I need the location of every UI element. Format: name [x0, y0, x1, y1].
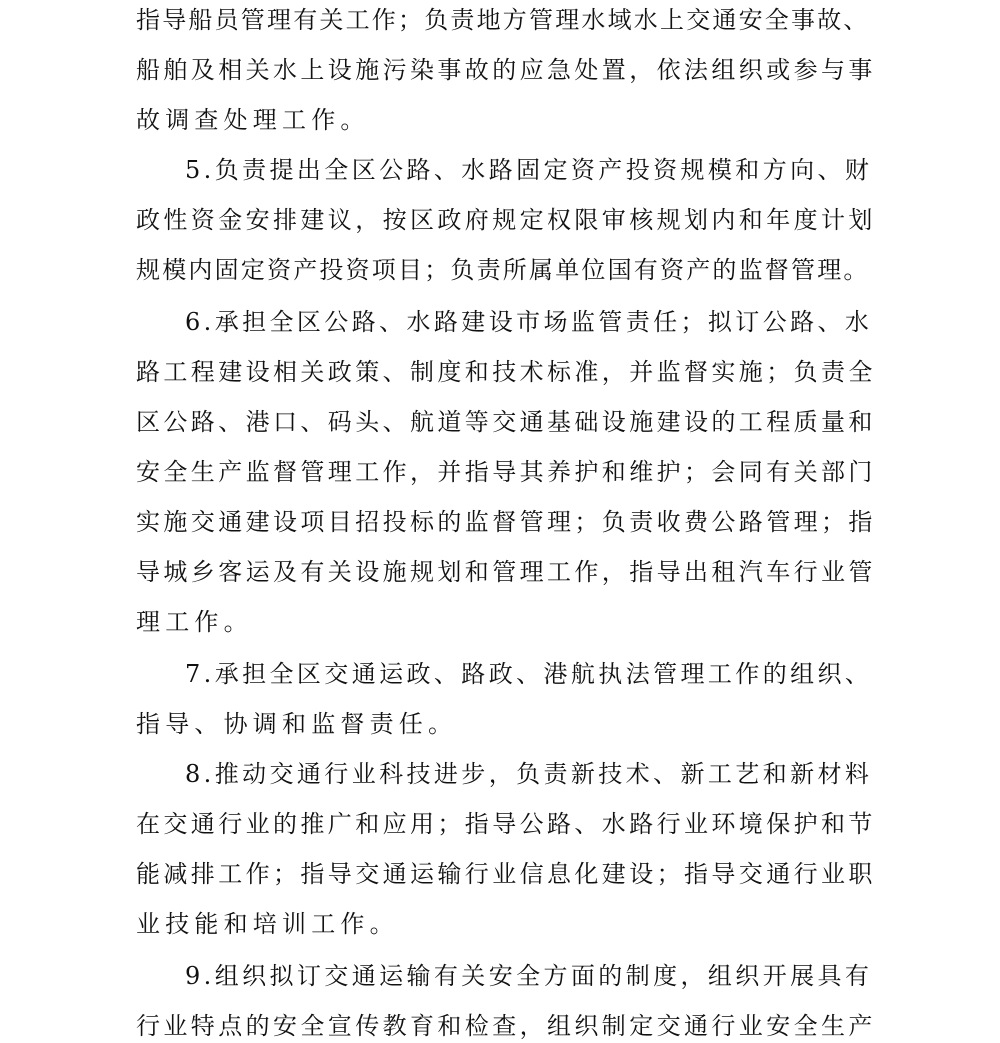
text-line: 安全生产监督管理工作，并指导其养护和维护；会同有关部门	[136, 458, 876, 486]
paragraph-7-first-line: 7.承担全区交通运政、路政、港航执法管理工作的组织、	[185, 660, 873, 688]
text-line: 实施交通建设项目招投标的监督管理；负责收费公路管理；指	[136, 508, 876, 536]
paragraph-9-first-line: 9.组织拟订交通运输有关安全方面的制度，组织开展具有	[185, 962, 873, 990]
paragraph-5-first-line: 5.负责提出全区公路、水路固定资产投资规模和方向、财	[185, 156, 873, 184]
text-line: 规模内固定资产投资项目；负责所属单位国有资产的监督管理。	[136, 256, 870, 284]
text-line: 业技能和培训工作。	[136, 910, 399, 938]
text-line: 能减排工作；指导交通运输行业信息化建设；指导交通行业职	[136, 860, 876, 888]
text-line: 导城乡客运及有关设施规划和管理工作，指导出租汽车行业管	[136, 558, 876, 586]
paragraph-6-first-line: 6.承担全区公路、水路建设市场监管责任；拟订公路、水	[185, 308, 873, 336]
text-line: 路工程建设相关政策、制度和技术标准，并监督实施；负责全	[136, 358, 876, 386]
text-line: 在交通行业的推广和应用；指导公路、水路行业环境保护和节	[136, 810, 876, 838]
text-line: 理工作。	[136, 608, 253, 636]
text-line: 区公路、港口、码头、航道等交通基础设施建设的工程质量和	[136, 408, 876, 436]
text-line: 故调查处理工作。	[136, 106, 370, 134]
paragraph-8-first-line: 8.推动交通行业科技进步，负责新技术、新工艺和新材料	[185, 760, 873, 788]
text-line: 指导、协调和监督责任。	[136, 710, 458, 738]
text-line: 指导船员管理有关工作；负责地方管理水域水上交通安全事故、	[136, 6, 870, 34]
text-line: 政性资金安排建议，按区政府规定权限审核规划内和年度计划	[136, 206, 876, 234]
text-line: 行业特点的安全宣传教育和检查，组织制定交通行业安全生产	[136, 1012, 876, 1040]
text-line: 船舶及相关水上设施污染事故的应急处置，依法组织或参与事	[136, 56, 876, 84]
